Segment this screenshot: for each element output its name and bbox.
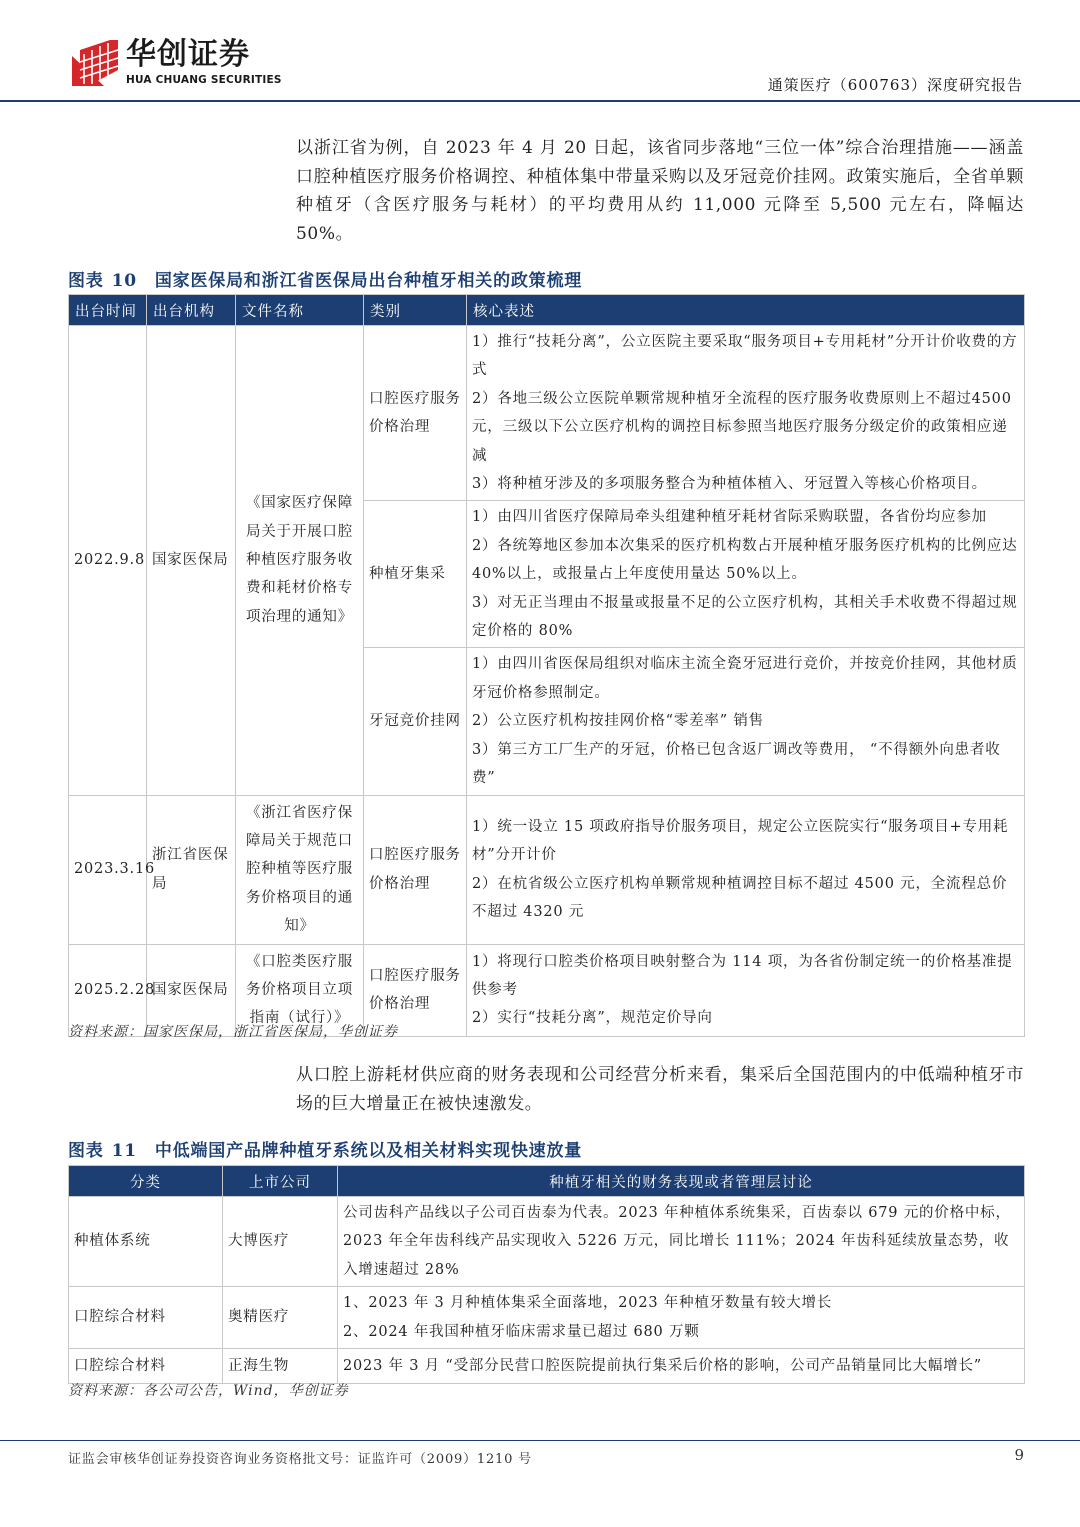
core-statement-cell — [467, 944, 1025, 1036]
figure-10-caption — [68, 266, 582, 291]
column-header: 种植牙相关的财务表现或者管理层讨论 — [338, 1166, 1025, 1197]
table-row — [69, 1197, 1025, 1287]
report-title: 通策医疗（600763）深度研究报告 — [767, 76, 1023, 94]
date-cell: 2023.3.16 — [69, 795, 147, 944]
statement-line: 1）由四川省医疗保障局牵头组建种植牙耗材省际采购联盟，各省份均应参加 — [472, 509, 987, 526]
core-statement-cell — [467, 326, 1025, 501]
category-cell: 种植牙集采 — [364, 501, 467, 648]
statement-line: 3）将种植牙涉及的多项服务整合为种植体植入、牙冠置入等核心价格项目。 — [472, 476, 987, 493]
column-header: 出台机构 — [147, 295, 236, 326]
column-header: 类别 — [364, 295, 467, 326]
category-cell: 口腔综合材料 — [69, 1349, 223, 1384]
document-cell: 《国家医疗保障局关于开展口腔种植医疗服务收费和耗材价格专项治理的通知》 — [236, 326, 364, 796]
table-row — [69, 326, 1025, 501]
footer-divider — [0, 1440, 1080, 1441]
page-number: 9 — [1014, 1446, 1024, 1464]
date-cell: 2022.9.8 — [69, 326, 147, 796]
company-cell: 奥精医疗 — [223, 1287, 338, 1349]
table-row — [69, 795, 1025, 944]
core-statement-cell — [467, 795, 1025, 944]
companies-table — [68, 1165, 1025, 1384]
figure-11-caption — [68, 1136, 582, 1161]
agency-cell: 浙江省医保局 — [147, 795, 236, 944]
statement-line: 1）推行“技耗分离”，公立医院主要采取“服务项目+专用耗材”分开计价收费的方式 — [472, 334, 1018, 379]
category-cell: 口腔医疗服务价格治理 — [364, 944, 467, 1036]
discussion-line: 2、2024 年我国种植牙临床需求量已超过 680 万颗 — [343, 1323, 700, 1340]
document-cell: 《口腔类医疗服务价格项目立项指南（试行）》 — [236, 944, 364, 1036]
figure-title: 国家医保局和浙江省医保局出台种植牙相关的政策梳理 — [154, 271, 583, 291]
column-header: 上市公司 — [223, 1166, 338, 1197]
date-cell: 2025.2.28 — [69, 944, 147, 1036]
statement-line: 1）统一设立 15 项政府指导价服务项目，规定公立医院实行“服务项目+专用耗材”分开计价 — [472, 818, 1009, 864]
figure-11-source: 资料来源：各公司公告，Wind，华创证券 — [68, 1383, 349, 1399]
column-header: 分类 — [69, 1166, 223, 1197]
column-header: 出台时间 — [69, 295, 147, 326]
statement-line: 2）实行“技耗分离”，规范定价导向 — [472, 1010, 713, 1027]
statement-line: 3）第三方工厂生产的牙冠，价格已包含返厂调改等费用， “不得额外向患者收费” — [472, 741, 1001, 787]
statement-line: 2）公立医疗机构按挂网价格“零差率” 销售 — [472, 713, 764, 730]
figure-10-source: 资料来源：国家医保局，浙江省医保局，华创证券 — [68, 1024, 398, 1040]
discussion-line: 2023 年 3 月 “受部分民营口腔医院提前执行集采后价格的影响，公司产品销量同比大幅增长” — [343, 1358, 982, 1375]
statement-line: 2）在杭省级公立医疗机构单颗常规种植调控目标不超过 4500 元，全流程总价不超过 4320 元 — [472, 875, 1008, 920]
company-cell: 正海生物 — [223, 1349, 338, 1384]
table-row — [69, 1287, 1025, 1349]
column-header: 核心表述 — [467, 295, 1025, 326]
footer-license: 证监会审核华创证券投资咨询业务资格批文号：证监许可（2009）1210 号 — [68, 1452, 532, 1467]
column-header: 文件名称 — [236, 295, 364, 326]
agency-cell: 国家医保局 — [147, 944, 236, 1036]
category-cell: 口腔综合材料 — [69, 1287, 223, 1349]
figure-number: 10 — [111, 271, 137, 291]
discussion-cell — [338, 1197, 1025, 1287]
statement-line: 2）各地三级公立医院单颗常规种植牙全流程的医疗服务收费原则上不超过4500 元，三级以下公立医疗机构的调控目标参照当地医疗服务分级定价的政策相应递减 — [472, 390, 1012, 464]
figure-title: 中低端国产品牌种植牙系统以及相关材料实现快速放量 — [154, 1141, 583, 1161]
discussion-cell — [338, 1349, 1025, 1384]
company-cell: 大博医疗 — [223, 1197, 338, 1287]
table-row — [69, 1349, 1025, 1384]
figure-label: 图表 — [68, 1141, 104, 1161]
agency-cell: 国家医保局 — [147, 326, 236, 796]
category-cell: 口腔医疗服务价格治理 — [364, 326, 467, 501]
mid-paragraph: 从口腔上游耗材供应商的财务表现和公司经营分析来看，集采后全国范围内的中低端种植牙市场的巨大增量正在被快速激发。 — [296, 1065, 1024, 1114]
category-cell: 牙冠竞价挂网 — [364, 648, 467, 795]
document-cell: 《浙江省医疗保障局关于规范口腔种植等医疗服务价格项目的通知》 — [236, 795, 364, 944]
intro-paragraph: 以浙江省为例，自 2023 年 4 月 20 日起，该省同步落地“三位一体”综合治理措施——涵盖口腔种植医疗服务价格调控、种植体集中带量采购以及牙冠竞价挂网。政策实施后，全省单颗种植牙（含医疗服务与耗材）的平均费用从约 11,000 元降至 5,500 元左右，降幅达 50%。 — [296, 138, 1024, 244]
company-name-en: HUA CHUANG SECURITIES — [126, 74, 282, 86]
core-statement-cell — [467, 648, 1025, 795]
statement-line: 1）由四川省医保局组织对临床主流全瓷牙冠进行竞价，并按竞价挂网，其他材质牙冠价格参照制定。 — [472, 656, 1018, 701]
table-header-row — [69, 295, 1025, 326]
discussion-line: 公司齿科产品线以子公司百齿泰为代表。2023 年种植体系统集采，百齿泰以 679 元的价格中标，2023 年全年齿科线产品实现收入 5226 万元，同比增长 111%；2024 年齿科延续放量态势，收入增速超过 28% — [343, 1205, 1011, 1278]
category-cell: 种植体系统 — [69, 1197, 223, 1287]
policy-table — [68, 294, 1025, 1037]
header-divider — [0, 100, 1080, 102]
category-cell: 口腔医疗服务价格治理 — [364, 795, 467, 944]
discussion-line: 1、2023 年 3 月种植体集采全面落地，2023 年种植牙数量有较大增长 — [343, 1295, 833, 1312]
discussion-cell — [338, 1287, 1025, 1349]
statement-line: 2）各统筹地区参加本次集采的医疗机构数占开展种植牙服务医疗机构的比例应达 40%以上，或报量占上年度使用量达 50%以上。 — [472, 537, 1018, 583]
logo-icon — [70, 38, 120, 88]
company-name-cn: 华创证券 — [126, 37, 250, 72]
figure-number: 11 — [111, 1141, 137, 1161]
core-statement-cell — [467, 501, 1025, 648]
statement-line: 1）将现行口腔类价格项目映射整合为 114 项，为各省份制定统一的价格基准提供参考 — [472, 953, 1013, 998]
table-header-row — [69, 1166, 1025, 1197]
figure-label: 图表 — [68, 271, 104, 291]
statement-line: 3）对无正当理由不报量或报量不足的公立医疗机构，其相关手术收费不得超过规定价格的 80% — [472, 594, 1018, 640]
